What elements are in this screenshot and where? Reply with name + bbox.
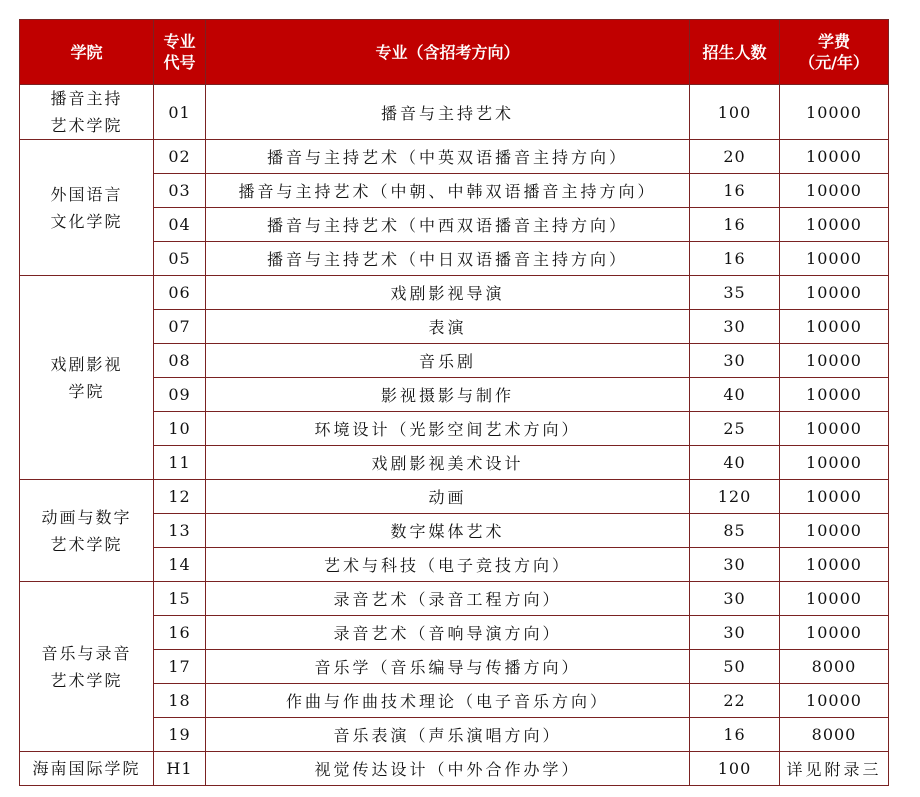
table-row <box>20 85 889 140</box>
major-name-cell: 音乐学（音乐编导与传播方向） <box>206 650 690 684</box>
major-name-cell: 播音与主持艺术 <box>206 85 690 140</box>
enrollment-count-cell: 30 <box>690 548 780 582</box>
major-code-cell: 03 <box>154 174 206 208</box>
major-code-cell: 10 <box>154 412 206 446</box>
tuition-cell: 10000 <box>780 85 889 140</box>
major-name-cell: 播音与主持艺术（中英双语播音主持方向） <box>206 140 690 174</box>
table-header-row <box>20 20 889 85</box>
major-name-cell: 音乐剧 <box>206 344 690 378</box>
enrollment-count-cell: 22 <box>690 684 780 718</box>
major-name-cell: 播音与主持艺术（中朝、中韩双语播音主持方向） <box>206 174 690 208</box>
major-name-cell: 作曲与作曲技术理论（电子音乐方向） <box>206 684 690 718</box>
tuition-cell: 10000 <box>780 208 889 242</box>
tuition-cell: 10000 <box>780 378 889 412</box>
table-row <box>20 480 889 514</box>
college-cell <box>20 85 154 140</box>
college-name-line: 播音主持 <box>50 89 123 108</box>
header-enrollment-count: 招生人数 <box>690 20 780 85</box>
college-cell <box>20 276 154 480</box>
table-row <box>20 752 889 786</box>
college-cell <box>20 582 154 752</box>
major-code-cell: 15 <box>154 582 206 616</box>
major-name-cell: 戏剧影视美术设计 <box>206 446 690 480</box>
enrollment-table-container <box>19 19 889 786</box>
major-name-cell: 表演 <box>206 310 690 344</box>
tuition-cell: 10000 <box>780 616 889 650</box>
header-major-code <box>154 20 206 85</box>
major-name-cell: 录音艺术（音响导演方向） <box>206 616 690 650</box>
enrollment-count-cell: 20 <box>690 140 780 174</box>
major-name-cell: 播音与主持艺术（中日双语播音主持方向） <box>206 242 690 276</box>
enrollment-count-cell: 40 <box>690 446 780 480</box>
college-name-line: 艺术学院 <box>50 116 123 135</box>
enrollment-count-cell: 50 <box>690 650 780 684</box>
header-tuition-line1: 学费 <box>817 32 850 51</box>
major-name-cell: 录音艺术（录音工程方向） <box>206 582 690 616</box>
major-code-cell: 11 <box>154 446 206 480</box>
major-name-cell: 艺术与科技（电子竞技方向） <box>206 548 690 582</box>
header-tuition-line2: （元/年） <box>799 53 869 72</box>
enrollment-count-cell: 16 <box>690 174 780 208</box>
enrollment-count-cell: 16 <box>690 718 780 752</box>
tuition-cell: 10000 <box>780 310 889 344</box>
major-code-cell: H1 <box>154 752 206 786</box>
enrollment-count-cell: 30 <box>690 582 780 616</box>
tuition-cell: 10000 <box>780 548 889 582</box>
college-name-line: 海南国际学院 <box>32 759 141 778</box>
major-code-cell: 14 <box>154 548 206 582</box>
tuition-cell: 8000 <box>780 718 889 752</box>
header-tuition <box>780 20 889 85</box>
major-name-cell: 视觉传达设计（中外合作办学） <box>206 752 690 786</box>
tuition-cell: 10000 <box>780 684 889 718</box>
major-code-cell: 18 <box>154 684 206 718</box>
enrollment-count-cell: 25 <box>690 412 780 446</box>
header-major: 专业（含招考方向） <box>206 20 690 85</box>
tuition-cell: 10000 <box>780 140 889 174</box>
tuition-cell: 8000 <box>780 650 889 684</box>
major-code-cell: 19 <box>154 718 206 752</box>
enrollment-count-cell: 16 <box>690 208 780 242</box>
major-name-cell: 影视摄影与制作 <box>206 378 690 412</box>
major-name-cell: 环境设计（光影空间艺术方向） <box>206 412 690 446</box>
tuition-cell: 10000 <box>780 446 889 480</box>
major-code-cell: 01 <box>154 85 206 140</box>
tuition-cell: 10000 <box>780 480 889 514</box>
tuition-cell: 10000 <box>780 412 889 446</box>
enrollment-count-cell: 40 <box>690 378 780 412</box>
major-code-cell: 08 <box>154 344 206 378</box>
major-name-cell: 播音与主持艺术（中西双语播音主持方向） <box>206 208 690 242</box>
college-name-line: 戏剧影视 <box>50 354 123 374</box>
header-major-code-line2: 代号 <box>163 53 196 72</box>
enrollment-count-cell: 16 <box>690 242 780 276</box>
header-major-code-line1: 专业 <box>163 32 196 51</box>
enrollment-count-cell: 85 <box>690 514 780 548</box>
enrollment-count-cell: 30 <box>690 344 780 378</box>
enrollment-table <box>19 19 889 786</box>
tuition-cell: 10000 <box>780 344 889 378</box>
college-name-line: 学院 <box>68 381 105 401</box>
major-code-cell: 05 <box>154 242 206 276</box>
college-name-line: 动画与数字 <box>41 507 132 527</box>
major-code-cell: 12 <box>154 480 206 514</box>
major-code-cell: 13 <box>154 514 206 548</box>
enrollment-count-cell: 30 <box>690 310 780 344</box>
tuition-cell: 详见附录三 <box>780 752 889 786</box>
major-name-cell: 动画 <box>206 480 690 514</box>
major-name-cell: 音乐表演（声乐演唱方向） <box>206 718 690 752</box>
major-code-cell: 02 <box>154 140 206 174</box>
major-name-cell: 戏剧影视导演 <box>206 276 690 310</box>
college-cell <box>20 140 154 276</box>
tuition-cell: 10000 <box>780 276 889 310</box>
college-name-line: 外国语言 <box>50 184 123 204</box>
table-row <box>20 140 889 174</box>
major-code-cell: 16 <box>154 616 206 650</box>
table-row <box>20 276 889 310</box>
major-name-cell: 数字媒体艺术 <box>206 514 690 548</box>
table-row <box>20 582 889 616</box>
college-name-line: 文化学院 <box>50 211 123 231</box>
college-name-line: 音乐与录音 <box>41 643 132 663</box>
college-cell <box>20 752 154 786</box>
major-code-cell: 04 <box>154 208 206 242</box>
enrollment-count-cell: 100 <box>690 85 780 140</box>
header-college: 学院 <box>20 20 154 85</box>
college-cell <box>20 480 154 582</box>
college-name-line: 艺术学院 <box>50 670 123 690</box>
college-name-line: 艺术学院 <box>50 534 123 554</box>
tuition-cell: 10000 <box>780 242 889 276</box>
tuition-cell: 10000 <box>780 582 889 616</box>
tuition-cell: 10000 <box>780 514 889 548</box>
major-code-cell: 07 <box>154 310 206 344</box>
enrollment-count-cell: 35 <box>690 276 780 310</box>
enrollment-count-cell: 120 <box>690 480 780 514</box>
tuition-cell: 10000 <box>780 174 889 208</box>
major-code-cell: 06 <box>154 276 206 310</box>
major-code-cell: 17 <box>154 650 206 684</box>
enrollment-count-cell: 30 <box>690 616 780 650</box>
enrollment-count-cell: 100 <box>690 752 780 786</box>
table-body <box>20 85 889 786</box>
major-code-cell: 09 <box>154 378 206 412</box>
